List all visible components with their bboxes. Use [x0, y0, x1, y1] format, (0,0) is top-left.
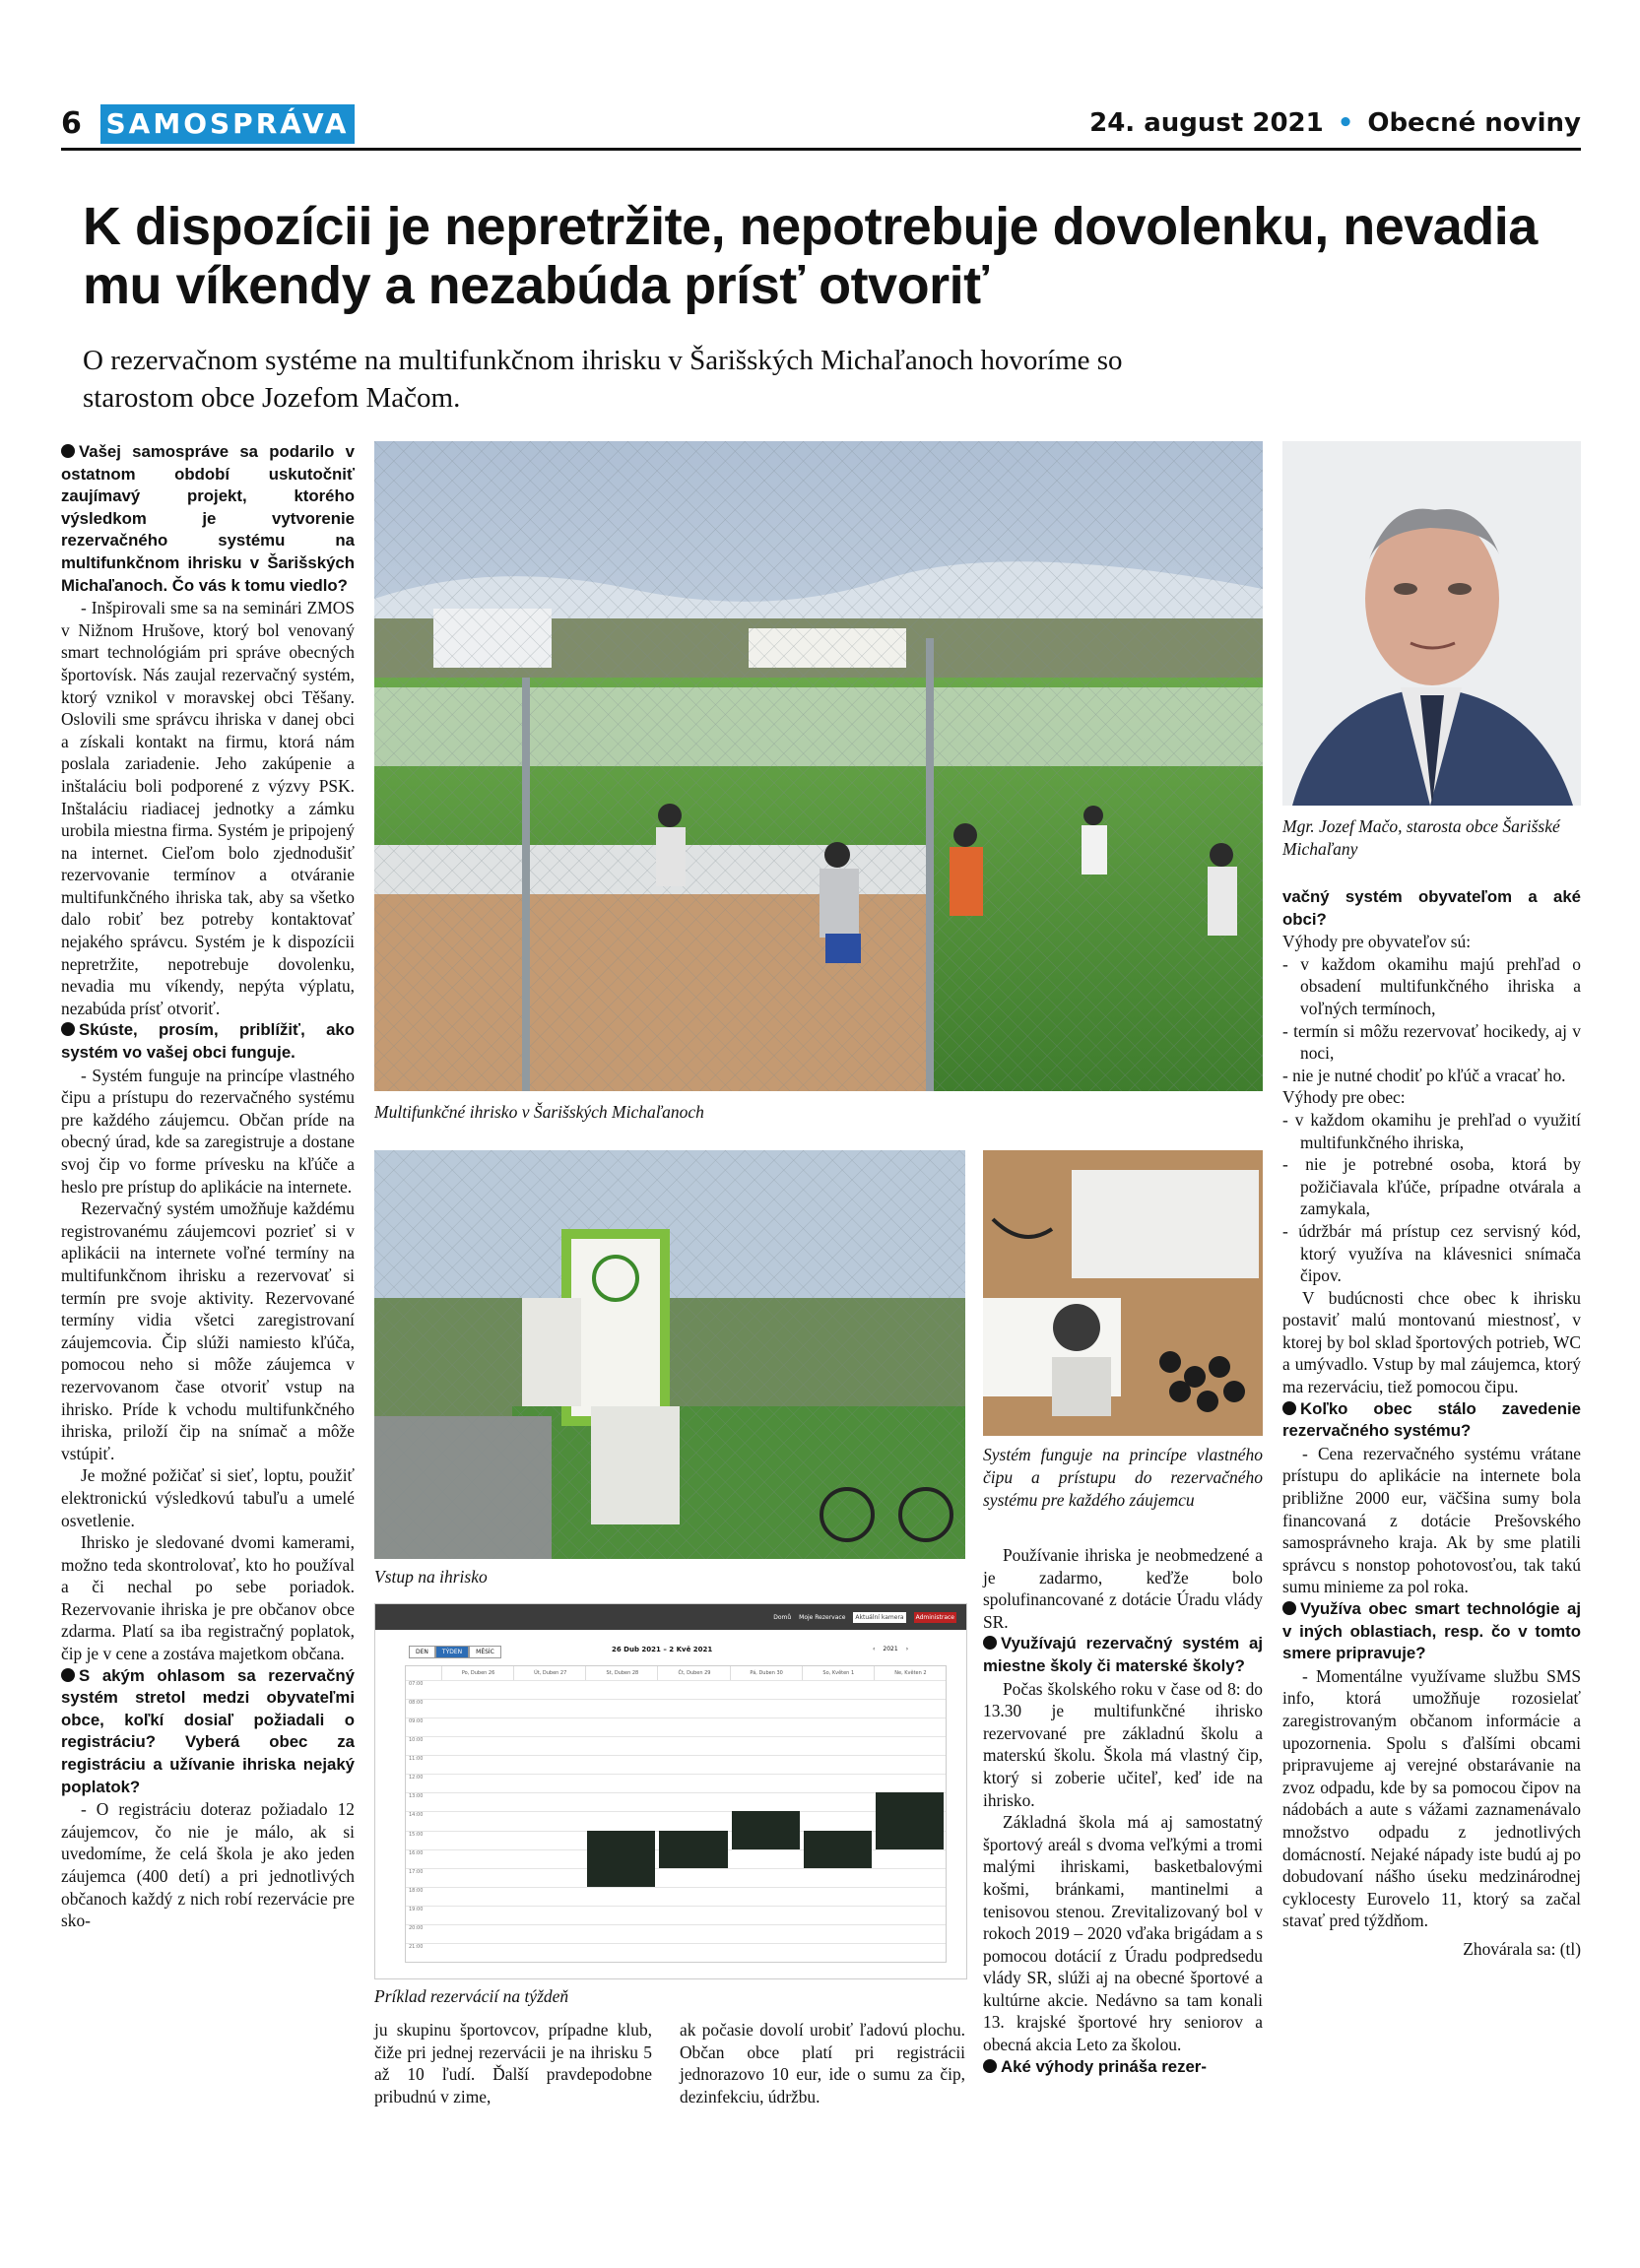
article-title: K dispozícii je nepretržite, nepotrebuje dovolenku, nevadia mu víkendy a nezabúda prísť otvoriť — [83, 197, 1538, 315]
nav-camera[interactable]: Aktuální kamera — [855, 1613, 904, 1621]
view-month[interactable]: MĚSÍC — [469, 1646, 501, 1658]
bullet-icon — [1282, 1601, 1296, 1615]
header-rule — [61, 148, 1581, 151]
view-week[interactable]: TÝDEN — [435, 1646, 469, 1658]
calendar-time-label: 10:00 — [406, 1736, 946, 1755]
article-column-1 — [61, 441, 355, 1932]
answer-6: - Cena rezervačného systému vrátane prístupu do aplikácie na internete bola približne 2000 eur, väčšina sumy bola financovaná z dotácie Prešovského samosprávneho kraja. Ak by sme platili správcu s nonstop pohotovosťou, tak takú sumu minieme za pol roka. — [1282, 1443, 1581, 1597]
calendar-day-header: Po, Duben 26 — [441, 1666, 514, 1680]
bullet-icon — [61, 1022, 75, 1036]
next-arrow-icon[interactable]: › — [905, 1646, 909, 1652]
calendar-time-label: 16:00 — [406, 1849, 946, 1868]
chips-caption: Systém funguje na princípe vlastného čipu a prístupu do rezervačného systému pre každého záujemcu — [983, 1445, 1263, 1510]
calendar-caption: Príklad rezervácií na týždeň — [374, 1986, 569, 2006]
question-7: Využíva obec smart technológie aj v iných oblastiach, resp. čo v tomto smere pripravuje? — [1282, 1599, 1581, 1663]
benefits-residents-heading: Výhody pre obyvateľov sú: — [1282, 932, 1472, 952]
calendar-time-label: 14:00 — [406, 1811, 946, 1830]
answer-2: - Systém funguje na princípe vlastného čipu a prístupu do rezervačného systému pre každého záujemcu. Občan príde na obecný úrad, kde sa zaregistruje a dostane svoj čip vo forme prívesku na kľúče a heslo pre prístup do aplikácie na internete. — [61, 1065, 355, 1197]
benefits-village-heading: Výhody pre obec: — [1282, 1087, 1406, 1108]
calendar-day-header: Ne, Květen 2 — [874, 1666, 947, 1680]
calendar-nav — [375, 1604, 966, 1630]
calendar-year: 2021 — [883, 1646, 898, 1652]
benefit-village-item: - údržbár má prístup cez servisný kód, ktorý využíva na klávesnici snímača čipov. — [1282, 1220, 1581, 1286]
answer-2d: Ihrisko je sledované dvomi kamerami, možno teda skontrolovať, kto ho používal a či nechal po sebe poriadok. Rezervovanie ihriska je pre občanov obce zdarma. Platí sa iba registračný poplatok, čip je v cene a zostáva majetkom občana. — [61, 1532, 355, 1664]
question-5: Aké výhody prináša rezer- — [1001, 2056, 1207, 2076]
publication-name: Obecné noviny — [1367, 108, 1581, 138]
question-2: Skúste, prosím, priblížiť, ako systém vo vašej obci funguje. — [61, 1020, 355, 1063]
calendar-day-header: St, Duben 28 — [585, 1666, 658, 1680]
calendar-event[interactable] — [732, 1811, 800, 1848]
calendar-time-label: 18:00 — [406, 1887, 946, 1906]
benefit-village-item: - nie je potrebné osoba, ktorá by požičiavala kľúče, prípadne otvárala a zamykala, — [1282, 1154, 1581, 1219]
question-4: Využívajú rezervačný systém aj miestne školy či materské školy? — [983, 1634, 1263, 1675]
portrait-photo — [1282, 441, 1581, 806]
nav-home[interactable]: Domů — [773, 1613, 792, 1621]
answer-2b: Rezervačný systém umožňuje každému registrovanému záujemcovi pozrieť si v aplikácii na internete voľné termíny na multifunkčnom ihrisku a rezervovať si termín pre svoje aktivity. Rezervované termíny vidia všetci zaregistrovaní záujemcovia. Čip slúži namiesto kľúča, pomocou neho si môže záujemca v rezervovanom čase otvoriť vstup na ihrisko. Príde k vchodu multifunkčného ihriska, priloží čip na snímač a môže vstúpiť. — [61, 1199, 355, 1463]
calendar-time-label: 20:00 — [406, 1924, 946, 1943]
calendar-day-header: So, Květen 1 — [802, 1666, 875, 1680]
calendar-event[interactable] — [804, 1831, 872, 1868]
calendar-range: 26 Dub 2021 – 2 Kvě 2021 — [612, 1646, 713, 1653]
question-6: Koľko obec stálo zavedenie rezervačného systému? — [1282, 1398, 1581, 1441]
field-photo-caption: Multifunkčné ihrisko v Šarišských Michaľanoch — [374, 1102, 704, 1122]
calendar-time-label: 13:00 — [406, 1792, 946, 1811]
calendar-time-label: 15:00 — [406, 1831, 946, 1849]
nav-my-reservations[interactable]: Moje Rezervace — [799, 1613, 846, 1621]
calendar-time-label: 08:00 — [406, 1699, 946, 1717]
bullet-icon — [983, 1636, 997, 1650]
question-3: S akým ohlasom sa rezervačný systém stretol medzi obyvateľmi obce, koľkí dosiaľ požiadali o registráciu? Vyberá obec za registráciu a užívanie ihriska nejaký poplatok? — [61, 1665, 355, 1796]
calendar-event[interactable] — [659, 1831, 727, 1868]
portrait-caption: Mgr. Jozef Mačo, starosta obce Šarišské Michaľany — [1282, 816, 1560, 859]
entrance-caption: Vstup na ihrisko — [374, 1567, 488, 1587]
article-column-3: ak počasie dovolí urobiť ľadovú plochu. Občan obce platí pri registrácii jednorazovo 10 eur, ide o sumu za čip, dezinfekciu, údržbu. — [680, 2020, 965, 2106]
section-label: SAMOSPRÁVA — [100, 104, 355, 144]
answer-4: Počas školského roku v čase od 8: do 13.30 je multifunkčné ihrisko rezervované pre základnú školu a materskú školu. Škola má vlastný čip, ktorý si zoberie učiteľ, keď ide na ihrisko. — [983, 1678, 1263, 1810]
article-column-2: ju skupinu športovcov, prípadne klub, čiže pri jednej rezervácii je na ihrisku 5 až 10 ľudí. Ďalší pravdepodobne pribudnú v zime, — [374, 2020, 652, 2106]
view-switcher — [409, 1646, 501, 1658]
header-bullet: • — [1337, 108, 1354, 138]
article-lede: O rezervačnom systéme na multifunkčnom ihrisku v Šarišských Michaľanoch hovoríme so starostom obce Jozefom Mačom. — [83, 345, 1123, 414]
calendar-time-label: 19:00 — [406, 1906, 946, 1924]
calendar-time-label: 17:00 — [406, 1868, 946, 1887]
usage-paragraph: Používanie ihriska je neobmedzené a je zadarmo, keďže bolo spolufinancované z dotácie Úradu vlády SR. — [983, 1545, 1263, 1632]
calendar-event[interactable] — [876, 1792, 944, 1848]
bullet-icon — [61, 444, 75, 458]
benefit-resident-item: - nie je nutné chodiť po kľúč a vracať ho. — [1282, 1065, 1566, 1085]
calendar-time-label: 09:00 — [406, 1717, 946, 1736]
calendar-year-nav — [873, 1646, 908, 1652]
future-plans: V budúcnosti chce obec k ihrisku postaviť malú montovanú miestnosť, v ktorej by bol sklad športových potrieb, WC a umývadlo. Vstup by mal záujemca, ktorý ma rezerváciu, tiež pomocou čipu. — [1282, 1287, 1581, 1397]
bullet-icon — [983, 2059, 997, 2073]
article-column-5 — [1282, 886, 1581, 1961]
calendar-time-label: 11:00 — [406, 1755, 946, 1774]
calendar-event[interactable] — [587, 1831, 655, 1887]
calendar-day-header: Čt, Duben 29 — [657, 1666, 730, 1680]
calendar-time-label: 21:00 — [406, 1943, 946, 1962]
calendar-time-label: 07:00 — [406, 1680, 946, 1699]
question-5-cont: vačný systém obyvateľom a aké obci? — [1282, 887, 1581, 929]
benefit-village-item: - v každom okamihu je prehľad o využití multifunkčného ihriska, — [1282, 1109, 1581, 1152]
byline: Zhovárala sa: (tl) — [1463, 1938, 1581, 1959]
benefit-resident-item: - v každom okamihu majú prehľad o obsadení multifunkčného ihriska a voľných termínoch, — [1282, 953, 1581, 1018]
field-photo — [374, 441, 1263, 1091]
calendar-day-header: Út, Duben 27 — [513, 1666, 586, 1680]
bullet-icon — [61, 1668, 75, 1682]
answer-2c: Je možné požičať si sieť, loptu, použiť elektronickú výsledkovú tabuľu a umelé osvetlenie. — [61, 1465, 355, 1530]
answer-7: - Momentálne využívame službu SMS info, ktorá umožňuje rozosielať zaregistrovaným občanom informácie a upozornenia. Spolu s ďalšími obcami pripravujeme aj verejné obstarávanie na zvoz odpadu, kde by sa pomocou čipov na nádobách a aute s vážami zaznamenávalo množstvo odpadu z jednotlivých domácností. Nejaké nápady iste budú aj po dobudovaní nášho úseku medzinárodnej cyklocesty Eurovelo 11, ktorý sa začal stavať pred týždňom. — [1282, 1665, 1581, 1931]
answer-1: - Inšpirovali sme sa na seminári ZMOS v Nižnom Hrušove, ktorý bol venovaný smart technológiám pri správe obecných športovísk. Nás zaujal rezervačný systém, ktorý vznikol v moravskej obci Těšany. Oslovili sme správcu ihriska v danej obci a získali kontakt na firmu, ktorá nám poslala zariadenie. Jeho zakúpenie a inštaláciu boli podporené z výzvy PSK. Inštaláciu riadiacej jednotky a zámku urobila miestna firma. Systém je pripojený na internet. Cieľom bolo zjednodušiť rezervovanie termínov a otváranie multifunkčného ihriska tak, aby sa všetko dalo robiť bez potreby kontaktovať nejakého správcu. Systém je k dispozícii nepretržite, nepotrebuje dovolenku, nevadia mu víkendy, nepýta výplatu, nezabúda prísť otvoriť. — [61, 598, 355, 1018]
issue-date: 24. august 2021 — [1089, 108, 1324, 138]
question-1: Vašej samospráve sa podarilo v ostatnom období uskutočniť zaujímavý projekt, ktorého výsledkom je vytvorenie rezervačného systému na multifunkčnom ihrisku v Šarišských Michaľanoch. Čo vás k tomu viedlo? — [61, 442, 355, 595]
bullet-icon — [1282, 1401, 1296, 1415]
calendar-time-label: 12:00 — [406, 1774, 946, 1792]
calendar-grid — [405, 1665, 947, 1963]
page-number: 6 — [61, 106, 82, 141]
view-day[interactable]: DEN — [409, 1646, 435, 1658]
answer-4b: Základná škola má aj samostatný športový areál s dvoma veľkými a tromi malými ihriskami, basketbalovými košmi, bránkami, mantinelmi a tenisovou stenou. Zrevitalizovaný bol v rokoch 2019 – 2020 vďaka brigádam a s pomocou dotácií z Úradu podpredsedu vlády SR, slúži aj na obecné športové a kultúrne akcie. Nedávno sa tam konali 13. krajské športové hry seniorov a obecná akcia Leto za školou. — [983, 1812, 1263, 2055]
benefit-resident-item: - termín si môžu rezervovať hocikedy, aj v noci, — [1282, 1020, 1581, 1064]
calendar-day-header: Pá, Duben 30 — [730, 1666, 803, 1680]
answer-3: - O registráciu doteraz požiadalo 12 záujemcov, čo nie je málo, ak si uvedomíme, že celá škola je ako jeden záujemca (400 detí) a pri jednotlivých občanoch každý z nich robí rezervácie pre sko- — [61, 1799, 355, 1931]
prev-arrow-icon[interactable]: ‹ — [873, 1646, 876, 1652]
article-column-4 — [983, 1544, 1263, 2078]
chips-photo — [983, 1150, 1263, 1436]
header-right — [1089, 108, 1581, 138]
nav-admin[interactable]: Administrace — [915, 1613, 954, 1621]
entrance-photo — [374, 1150, 965, 1559]
calendar-screenshot — [374, 1603, 967, 1979]
